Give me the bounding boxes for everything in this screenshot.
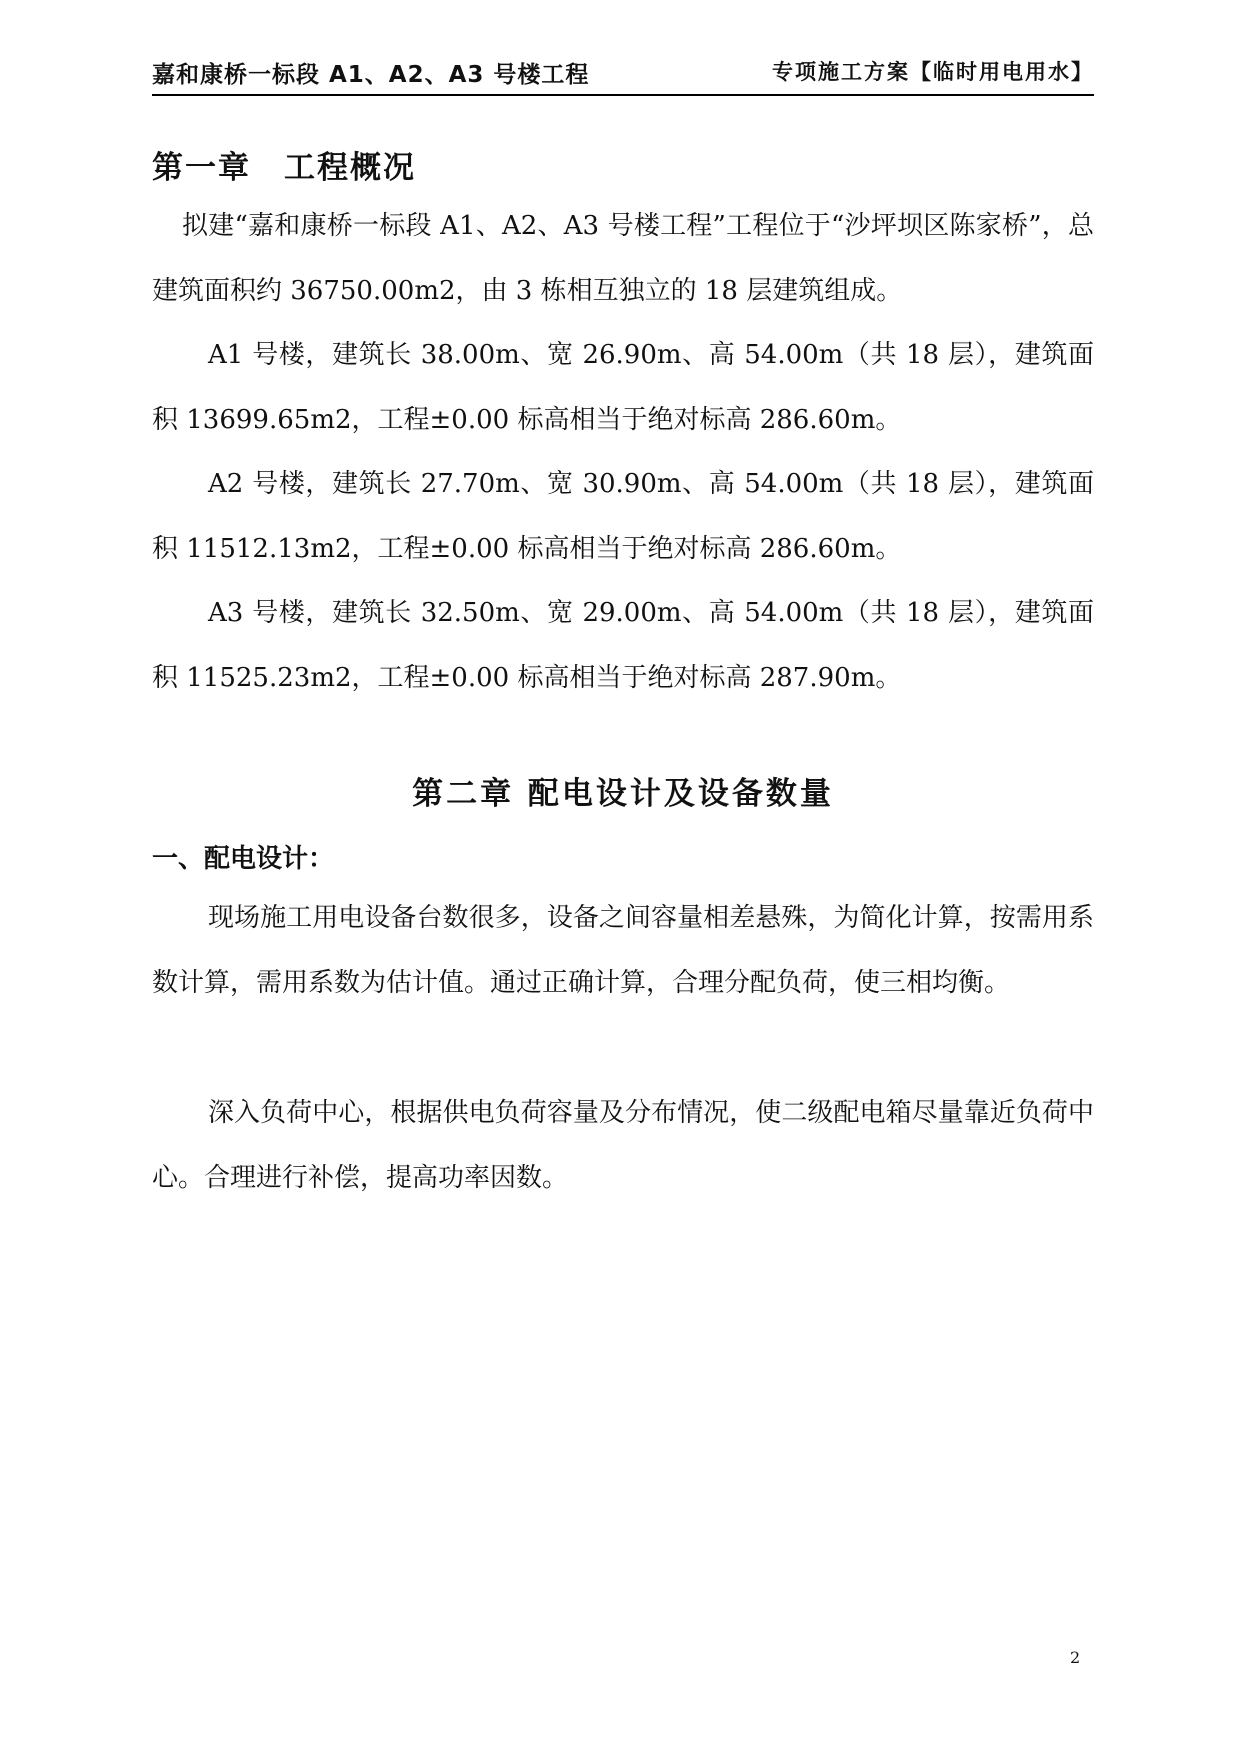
section-title: 一、配电设计： — [152, 844, 335, 874]
chapter2-title: 第二章 配电设计及设备数量 — [412, 776, 834, 812]
page-header — [152, 52, 1094, 96]
chapter1-paragraph: A2 号楼，建筑长 27.70m、宽 30.90m、高 54.00m（共 18 层），建筑面积 11512.13m2，工程±0.00 标高相当于绝对标高 286.60m。 — [152, 469, 1094, 564]
chapter2-paragraph: 现场施工用电设备台数很多，设备之间容量相差悬殊，为简化计算，按需用系数计算，需用系数为估计值。通过正确计算，合理分配负荷，使三相均衡。 — [152, 903, 1094, 998]
chapter1-title: 第一章 工程概况 — [152, 150, 416, 186]
chapter1-paragraph: A3 号楼，建筑长 32.50m、宽 29.00m、高 54.00m（共 18 层），建筑面积 11525.23m2，工程±0.00 标高相当于绝对标高 287.90m。 — [152, 598, 1094, 693]
chapter1-paragraph: A1 号楼，建筑长 38.00m、宽 26.90m、高 54.00m（共 18 层），建筑面积 13699.65m2，工程±0.00 标高相当于绝对标高 286.60m。 — [152, 340, 1094, 435]
header-document-type: 专项施工方案【临时用电用水】 — [772, 60, 1094, 84]
page-number: 2 — [1070, 1648, 1081, 1667]
header-project-title: 嘉和康桥一标段 A1、A2、A3 号楼工程 — [152, 62, 590, 88]
chapter1-paragraph: 拟建“嘉和康桥一标段 A1、A2、A3 号楼工程”工程位于“沙坪坝区陈家桥”，总建筑面积约 36750.00m2，由 3 栋相互独立的 18 层建筑组成。 — [152, 211, 1094, 306]
chapter2-paragraph: 深入负荷中心，根据供电负荷容量及分布情况，使二级配电箱尽量靠近负荷中心。合理进行补偿，提高功率因数。 — [152, 1098, 1094, 1193]
